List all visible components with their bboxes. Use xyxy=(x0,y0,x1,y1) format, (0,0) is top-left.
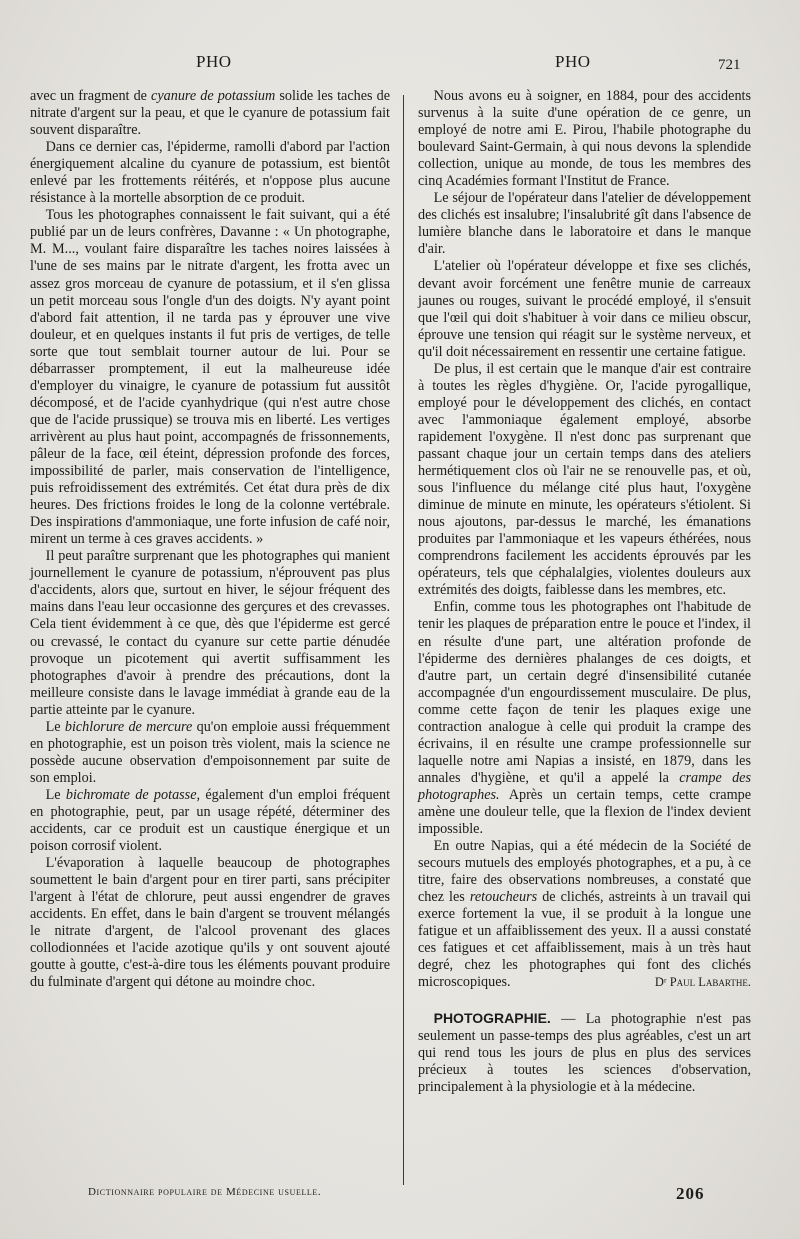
author-signature: Dʳ Paul Labarthe. xyxy=(654,975,751,990)
column-divider xyxy=(403,95,404,1185)
left-paragraph-4: Il peut paraître surprenant que les photographes qui manient journellement le cyanure de potassium, n'éprouvent pas plus d'accidents, alors que, surtout en hiver, le séjour fréquent des mains dans l'eau leur occasionne des gerçures et des crevasses. Cela tient évidemment à ce que, dès que l'épiderme est gercé ou crevassé, le contact du cyanure sur cette partie dénudée provoque un picotement qui avertit suffisamment les photographes d'avoir à prendre des précautions, dont la meilleure consiste dans le lavage immédiat à grande eau de la partie atteinte par le cyanure. xyxy=(30,548,390,718)
right-paragraph-4: De plus, il est certain que le manque d'air est contraire à toutes les règles d'hygiène. Or, l'acide pyrogallique, employé pour le développement des clichés, en contact avec l'ammoniaque également employé, absorbe rapidement l'oxygène. Il n'est donc pas surprenant que passant chaque jour un certain temps dans des ateliers hermétiquement clos où l'air ne se renouvelle pas, et où, sous l'influence du mélange cité plus haut, l'oxygène diminue de minute en minute, les opérateurs s'étiolent. Si nous ajoutons, par-dessus le marché, les émanations produites par l'ammoniaque et les vapeurs éthérées, nous comprendrons facilement les accidents éprouvés par les opérateurs, tels que céphalalgies, violentes douleurs aux extrémités des doigts, faiblesse dans les membres, etc. xyxy=(418,360,751,599)
left-paragraph-5: Le bichlorure de mercure qu'on emploie aussi fréquemment en photographie, est un poison très violent, mais la science ne possède aucune observation d'empoisonnement par suite de son emploi. xyxy=(30,718,391,786)
running-head-right: PHO xyxy=(555,52,591,71)
footer-title: Dictionnaire populaire de Médecine usuelle. xyxy=(88,1186,322,1198)
entry-term: PHOTOGRAPHIE. xyxy=(433,1009,551,1026)
running-head-left: PHO xyxy=(196,52,232,71)
right-paragraph-1: Nous avons eu à soigner, en 1884, pour des accidents survenus à la suite d'une opération de ce genre, un employé de notre ami E. Pirou, l'habile photographe du boulevard Saint-Germain, à qui nous devons la splendide collection, unique au monde, de tous les membres des cinq Académies formant l'Institut de France. xyxy=(418,88,751,190)
right-paragraph-2: Le séjour de l'opérateur dans l'atelier de développement des clichés est insalubre; l'insalubrité gît dans l'absence de lumière blanche dans le laboratoire et dans le manque d'air. xyxy=(418,190,751,258)
page-number: 721 xyxy=(718,57,741,73)
right-paragraph-3: L'atelier où l'opérateur développe et fixe ses clichés, devant avoir forcément une fenêtre munie de carreaux jaunes ou rouges, suivant le procédé employé, il s'ensuit que l'œil qui doit s'habituer à voir dans ce milieu obscur, éprouve une tension qui réagit sur le système nerveux, et qu'il doit nécessairement en ressentir une certaine fatigue. xyxy=(418,258,751,360)
left-paragraph-2: Dans ce dernier cas, l'épiderme, ramolli d'abord par l'action énergiquement alcaline du cyanure de potassium, est bientôt enlevé par les frottements réitérés, et n'oppose plus aucune résistance à la mortelle absorption de ce produit. xyxy=(30,139,390,207)
left-paragraph-6: Le bichromate de potasse, également d'un emploi fréquent en photographie, peut, par un usage répété, déterminer des accidents, car ce produit est un caustique énergique et un poison corrosif violent. xyxy=(30,786,391,855)
right-paragraph-6: En outre Napias, qui a été médecin de la Société de secours mutuels des employés photographes, et a pu, à ce titre, faire des observations nombreuses, a constaté que chez les retoucheurs de clichés, astreints à un travail qui exerce fortement la vue, il se produit à la longue une fatigue et un affaiblissement des yeux. Il a aussi constaté ces fatigues et cet affaiblissement, mais à un très haut degré, chez les photographes qui font des clichés microscopiques. xyxy=(418,838,752,991)
entry-photographie: PHOTOGRAPHIE. — La photographie n'est pas seulement un passe-temps des plus agréables, c'est un art qui rend tous les jours de plus en plus des services précieux à toutes les sciences d'observation, principalement à la physiologie et à la médecine. xyxy=(418,1009,751,1095)
right-column xyxy=(418,88,751,1096)
right-paragraph-5: Enfin, comme tous les photographes ont l'habitude de tenir les plaques de préparation entre le pouce et l'index, il en résulte d'une part, une altération profonde de l'épiderme des dernières phalanges de ces doigts, et d'autre part, un certain degré d'insensibilité cutanée accompagnée d'un engourdissement musculaire. De plus, comme cette façon de tenir les plaques exige une contraction analogue à celle qui produit la crampe des écrivains, il en résulte une crampe professionnelle sur laquelle notre ami Napias a insisté, en 1879, dans les annales d'hygiène, et qu'il a appelé la crampe des photographes. Après un certain temps, cette crampe amène une douleur telle, que la flexion de l'index devient impossible. xyxy=(418,599,752,838)
signature-mark: 206 xyxy=(676,1184,705,1203)
left-column xyxy=(30,88,390,991)
left-paragraph-1: avec un fragment de cyanure de potassium solide les taches de nitrate d'argent sur la peau, et que le cyanure de potassium fait souvent disparaître. xyxy=(30,88,390,139)
left-paragraph-7: L'évaporation à laquelle beaucoup de photographes soumettent le bain d'argent pour en tirer parti, sans précipiter l'argent à l'état de chlorure, peut aussi engendrer de graves accidents. En effet, dans le bain d'argent se trouvent mélangés le nitrate d'argent, de l'alcool provenant des glaces collodionnées et l'acide azotique qu'ils y ont souvent ajouté goutte à goutte, c'est-à-dire tous les éléments pouvant produire du fulminate d'argent qui détone au moindre choc. xyxy=(30,855,390,991)
left-paragraph-3: Tous les photographes connaissent le fait suivant, qui a été publié par un de leurs confrères, Davanne : « Un photographe, M. M..., voulant faire disparaître les taches noires laissées à l'une de ses mains par le nitrate d'argent, les frotta avec un assez gros morceau de cyanure de potassium, et il s'en glissa un petit morceau sous l'ongle d'un des doigts. N'y ayant point d'abord fait attention, il ne tarda pas y éprouver une vive douleur, et en quelques instants il fut pris de vertiges, de telle sorte que tout semblait tourner autour de lui. Pour se débarrasser promptement, il eut la malheureuse idée d'employer du vinaigre, le cyanure de potassium fut aussitôt décomposé, et de l'acide cyanhydrique (qui n'est autre chose que de l'acide prussique) se trouva mis en liberté. Les vertiges arrivèrent au plus haut point, accompagnés de frissonnements, pâleur de la face, œil éteint, dépression profonde des forces, impossibilité de parler, mais conservation de l'intelligence, puis refroidissement des extrémités. Cet état dura près de dix heures. Des frictions froides le long de la colonne vertébrale. Des inspirations d'ammoniaque, une forte infusion de café noir, mirent un terme à ces graves accidents. » xyxy=(30,207,390,548)
